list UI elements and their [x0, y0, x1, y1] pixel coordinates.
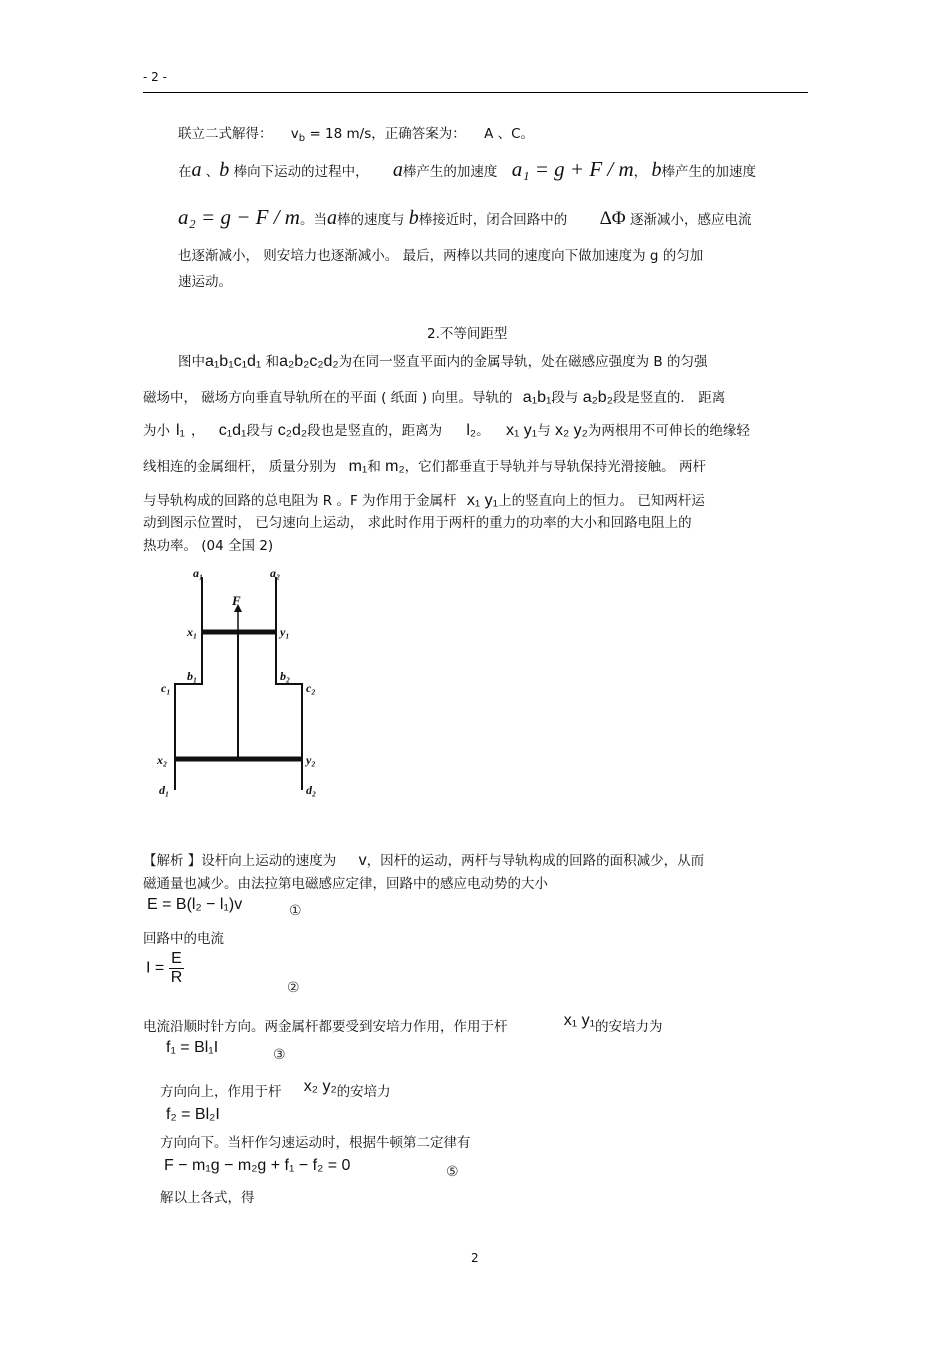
label-y2: y₂ — [306, 753, 316, 767]
footer-page-number: 2 — [471, 1251, 479, 1265]
problem-line5: 与导轨构成的回路的总电阻为 R 。F 为作用于金属杆 x₁ y₁上的竖直向上的恒力。 已知两杆运 — [143, 492, 705, 509]
solution-line3: 回路中的电流 — [143, 931, 224, 947]
para1-line4: 也逐渐减小， 则安培力也逐渐减小。 最后，两棒以共同的速度向下做加速度为 g 的匀加 — [178, 248, 704, 264]
header-page-label: - 2 - — [143, 70, 167, 84]
equation-number-5: ⑤ — [446, 1164, 459, 1180]
label-y1: y₁ — [280, 625, 290, 639]
para1-line1: 联立二式解得： $v_b = 18$ m/s，正确答案为： A 、C。 — [178, 126, 535, 144]
label-F: F — [232, 593, 241, 608]
equation-number-3: ③ — [273, 1047, 286, 1063]
solution-line4: 电流沿顺时针方向。两金属杆都要受到安培力作用，作用于杆 x₁ y₁的安培力为 — [143, 1012, 663, 1035]
label-c2: c₂ — [306, 681, 316, 695]
solution-line2: 磁通量也减少。由法拉第电磁感应定律，回路中的感应电动势的大小 — [143, 876, 548, 892]
problem-line4: 线相连的金属细杆， 质量分别为 m₁和 m₂，它们都垂直于导轨并与导轨保持光滑接触。 两杆 — [143, 458, 706, 475]
equation-a2: a₂ = g − F / m — [178, 205, 300, 229]
problem-line1: 图中a₁b₁c₁d₁ 和a₂b₂c₂d₂为在同一竖直平面内的金属导轨，处在磁感应强度为 B 的匀强 — [178, 353, 708, 370]
equation-5: F − m₁g − m₂g + f₁ − f₂ = 0 — [164, 1157, 351, 1174]
label-d2: d₂ — [306, 783, 317, 797]
label-a2: a₂ — [270, 566, 281, 580]
equation-number-1: ① — [289, 903, 302, 919]
solution-line7: 解以上各式，得 — [160, 1190, 255, 1206]
problem-line7: 热功率。 (04 全国 2) — [143, 538, 274, 554]
equation-a1: a₁ = g + F / m — [511, 157, 634, 181]
para1-line3: a₂ = g − F / m。当a棒的速度与 b棒接近时，闭合回路中的 ΔΦ 逐渐减小，感应电流 — [178, 205, 752, 229]
label-d1: d₁ — [159, 783, 170, 797]
label-b2: b₂ — [280, 669, 291, 683]
equation-number-2: ② — [287, 980, 300, 996]
label-c1: c₁ — [161, 681, 171, 695]
problem-line6: 动到图示位置时， 已匀速向上运动， 求此时作用于两杆的重力的功率的大小和回路电阻上的 — [143, 515, 692, 531]
equation-4: f₂ = Bl₂I — [166, 1106, 220, 1123]
solution-line1: 【解析 】设杆向上运动的速度为 v，因杆的运动，两杆与导轨构成的回路的面积减少，从而 — [143, 852, 705, 869]
label-a1: a₁ — [193, 566, 204, 580]
solution-line6: 方向向下。当杆作匀速运动时，根据牛顿第二定律有 — [160, 1135, 471, 1151]
section-title: 2.不等间距型 — [427, 326, 508, 342]
equation-2: I = $\frac{E}{R}$ — [146, 950, 183, 986]
label-b1: b₁ — [187, 669, 198, 683]
header-rule — [143, 92, 808, 93]
equation-3: f₁ = Bl₁I — [166, 1039, 219, 1056]
para1-line5: 速运动。 — [178, 274, 232, 290]
label-x1: x₁ — [187, 625, 198, 639]
equation-1: E = B(l₂ − l₁)v — [147, 896, 243, 913]
problem-line3: 为小 l₁ ， c₁d₁段与 c₂d₂段也是竖直的，距离为 l₂。 x₁ y₁与 x₂ y₂为两根用不可伸长的绝缘轻 — [143, 422, 750, 439]
para1-line2: 在a 、b 棒向下运动的过程中， a棒产生的加速度 a₁ = g + F / m， b棒产生的加速度 — [178, 157, 756, 181]
problem-line2: 磁场中， 磁场方向垂直导轨所在的平面 ( 纸面 ) 向里。导轨的 a₁b₁段与 a₂b₂段是竖直的． 距离 — [143, 389, 726, 406]
label-x2: x₂ — [157, 753, 168, 767]
solution-line5: 方向向上，作用于杆 x₂ y₂的安培力 — [160, 1078, 391, 1100]
